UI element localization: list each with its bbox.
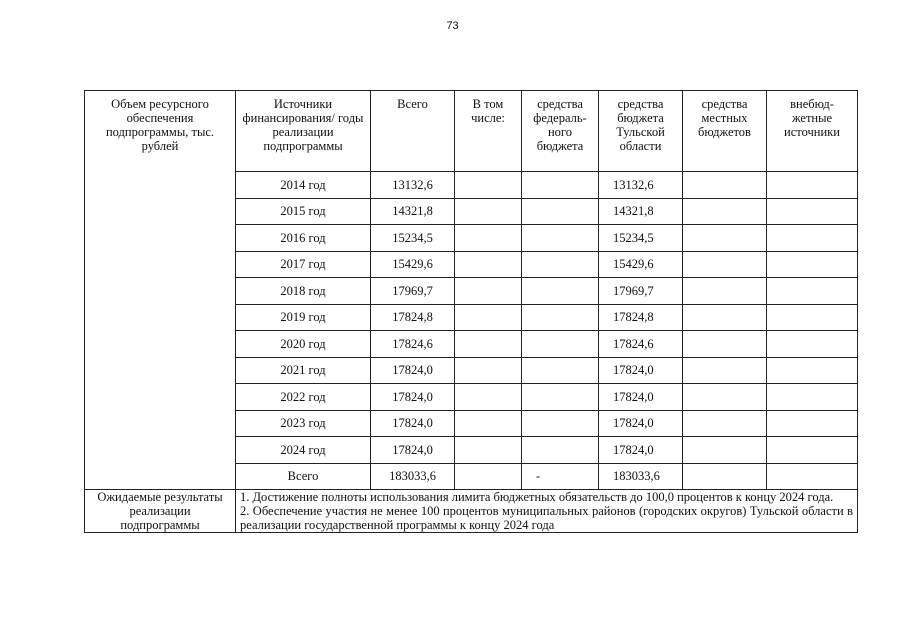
local-cell (683, 463, 767, 490)
including-cell (455, 463, 522, 490)
extrabudgetary-cell (767, 172, 858, 199)
local-cell (683, 357, 767, 384)
regional-cell: 17824,0 (599, 437, 683, 464)
header-total: Всего (371, 91, 455, 172)
header-regional: средства бюджета Тульской области (599, 91, 683, 172)
federal-cell (522, 198, 599, 225)
total-cell: 14321,8 (371, 198, 455, 225)
federal-cell (522, 357, 599, 384)
regional-cell: 14321,8 (599, 198, 683, 225)
regional-cell: 15429,6 (599, 251, 683, 278)
header-row (85, 91, 858, 172)
regional-cell: 17969,7 (599, 278, 683, 305)
regional-cell: 15234,5 (599, 225, 683, 252)
including-cell (455, 251, 522, 278)
total-cell: 17824,8 (371, 304, 455, 331)
regional-cell: 183033,6 (599, 463, 683, 490)
page-number: 73 (446, 20, 459, 32)
extrabudgetary-cell (767, 463, 858, 490)
year-cell: 2016 год (236, 225, 371, 252)
including-cell (455, 172, 522, 199)
year-cell: 2018 год (236, 278, 371, 305)
federal-cell (522, 410, 599, 437)
extrabudgetary-cell (767, 410, 858, 437)
local-cell (683, 278, 767, 305)
total-cell: 17824,6 (371, 331, 455, 358)
regional-cell: 17824,0 (599, 357, 683, 384)
local-cell (683, 225, 767, 252)
local-cell (683, 437, 767, 464)
including-cell (455, 437, 522, 464)
total-cell: 17824,0 (371, 357, 455, 384)
local-cell (683, 198, 767, 225)
total-cell: 17824,0 (371, 410, 455, 437)
local-cell (683, 410, 767, 437)
total-cell: 15234,5 (371, 225, 455, 252)
header-federal: средства федераль-ного бюджета (522, 91, 599, 172)
including-cell (455, 410, 522, 437)
including-cell (455, 331, 522, 358)
year-cell: 2024 год (236, 437, 371, 464)
extrabudgetary-cell (767, 384, 858, 411)
extrabudgetary-cell (767, 251, 858, 278)
total-cell: 183033,6 (371, 463, 455, 490)
result-item: 1. Достижение полноты использования лимита бюджетных обязательств до 100,0 процентов к концу 2024 года. (240, 490, 834, 504)
total-cell: 17824,0 (371, 384, 455, 411)
total-cell: 17824,0 (371, 437, 455, 464)
total-cell: 15429,6 (371, 251, 455, 278)
results-label: Ожидаемые результаты реализации подпрограммы (85, 490, 236, 533)
regional-cell: 17824,8 (599, 304, 683, 331)
extrabudgetary-cell (767, 437, 858, 464)
regional-cell: 13132,6 (599, 172, 683, 199)
header-sources: Источники финансирования/ годы реализации подпрограммы (236, 91, 371, 172)
federal-cell (522, 225, 599, 252)
local-cell (683, 384, 767, 411)
federal-cell (522, 172, 599, 199)
total-cell: 13132,6 (371, 172, 455, 199)
year-cell: 2017 год (236, 251, 371, 278)
result-item: 2. Обеспечение участия не менее 100 процентов муниципальных районов (городских округов) Тульской области в реализации государственной программы к концу 2024 года (240, 504, 853, 532)
local-cell (683, 304, 767, 331)
total-cell: 17969,7 (371, 278, 455, 305)
regional-cell: 17824,0 (599, 410, 683, 437)
year-cell: 2019 год (236, 304, 371, 331)
federal-cell: - (522, 463, 599, 490)
including-cell (455, 278, 522, 305)
year-cell: 2022 год (236, 384, 371, 411)
federal-cell (522, 304, 599, 331)
regional-cell: 17824,0 (599, 384, 683, 411)
including-cell (455, 198, 522, 225)
federal-cell (522, 251, 599, 278)
header-including: В том числе: (455, 91, 522, 172)
local-cell (683, 172, 767, 199)
header-local: средства местных бюджетов (683, 91, 767, 172)
federal-cell (522, 278, 599, 305)
resource-table (84, 90, 858, 533)
extrabudgetary-cell (767, 225, 858, 252)
extrabudgetary-cell (767, 198, 858, 225)
extrabudgetary-cell (767, 331, 858, 358)
local-cell (683, 331, 767, 358)
including-cell (455, 357, 522, 384)
federal-cell (522, 437, 599, 464)
federal-cell (522, 384, 599, 411)
year-cell: Всего (236, 463, 371, 490)
results-row (85, 490, 858, 533)
year-cell: 2015 год (236, 198, 371, 225)
year-cell: 2023 год (236, 410, 371, 437)
header-extrabudgetary: внебюд-жетные источники (767, 91, 858, 172)
extrabudgetary-cell (767, 357, 858, 384)
extrabudgetary-cell (767, 278, 858, 305)
section-label: Объем ресурсного обеспечения подпрограммы, тыс. рублей (85, 91, 236, 490)
local-cell (683, 251, 767, 278)
extrabudgetary-cell (767, 304, 858, 331)
regional-cell: 17824,6 (599, 331, 683, 358)
results-cell (236, 490, 858, 533)
including-cell (455, 225, 522, 252)
year-cell: 2020 год (236, 331, 371, 358)
year-cell: 2021 год (236, 357, 371, 384)
year-cell: 2014 год (236, 172, 371, 199)
including-cell (455, 304, 522, 331)
federal-cell (522, 331, 599, 358)
including-cell (455, 384, 522, 411)
